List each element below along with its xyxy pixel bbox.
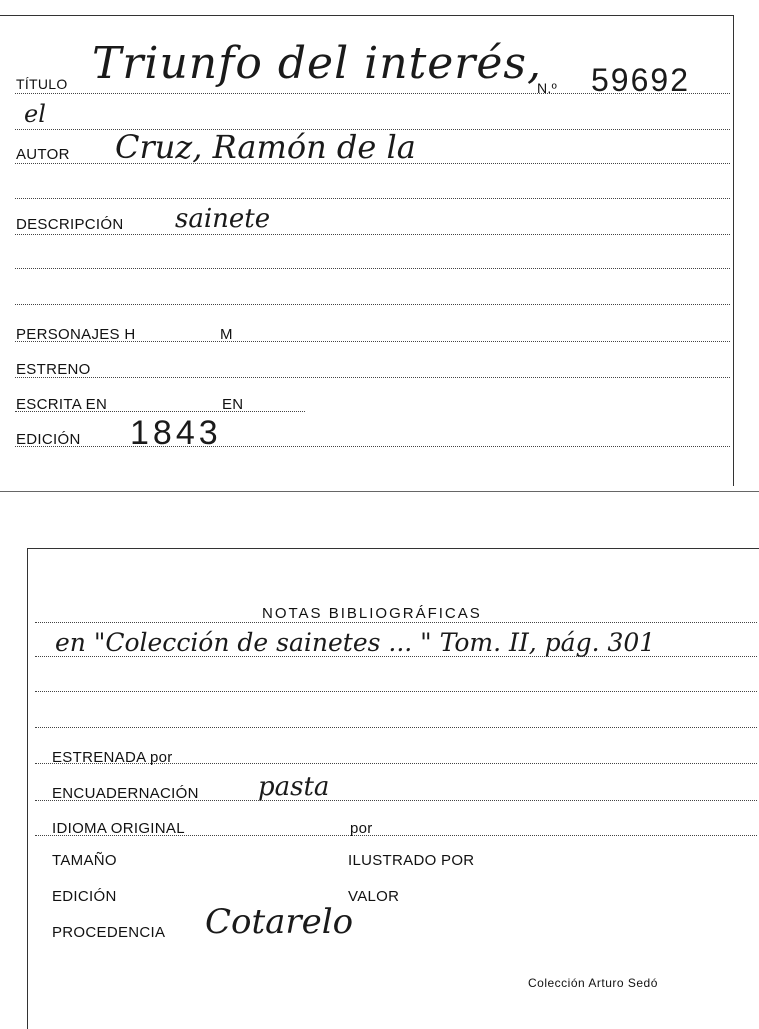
descripcion-value: sainete — [175, 204, 271, 234]
notas-line — [35, 622, 757, 623]
coleccion-stamp: Colección Arturo Sedó — [528, 976, 658, 990]
estreno-line — [15, 377, 730, 378]
card-divider — [0, 491, 759, 492]
blank-line — [35, 727, 757, 728]
valor-label: VALOR — [348, 888, 400, 905]
blank-line — [15, 198, 730, 199]
personajes-m-label: M — [220, 326, 233, 343]
blank-line — [15, 268, 730, 269]
tamano-label: TAMAÑO — [52, 852, 117, 869]
escrita-en2-label: EN — [222, 396, 244, 413]
encuadernacion-label: ENCUADERNACIÓN — [52, 785, 199, 802]
estrenada-label: ESTRENADA por — [52, 749, 173, 766]
estreno-label: ESTRENO — [16, 361, 91, 378]
por-label: por — [350, 820, 373, 837]
numero-value: 59692 — [591, 62, 690, 98]
autor-value: Cruz, Ramón de la — [115, 128, 416, 166]
procedencia-label: PROCEDENCIA — [52, 924, 166, 941]
encuadernacion-value: pasta — [258, 772, 330, 802]
ilustrado-label: ILUSTRADO POR — [348, 852, 475, 869]
blank-line — [15, 304, 730, 305]
descripcion-line — [15, 234, 730, 235]
personajes-h-label: PERSONAJES H — [16, 326, 136, 343]
edicion-line — [15, 446, 730, 447]
escrita-en-label: ESCRITA EN — [16, 396, 108, 413]
procedencia-value: Cotarelo — [205, 902, 354, 942]
autor-label: AUTOR — [16, 146, 70, 163]
notas-value: en "Colección de sainetes ... " Tom. II, pág. 301 — [55, 628, 656, 657]
titulo-value: Triunfo del interés, — [92, 38, 542, 89]
notas-heading: NOTAS BIBLIOGRÁFICAS — [262, 605, 482, 622]
numero-label: N.º — [537, 80, 558, 96]
edicion-label-2: EDICIÓN — [52, 888, 117, 905]
titulo-article: el — [24, 100, 46, 128]
idioma-label: IDIOMA ORIGINAL — [52, 820, 185, 837]
edicion-value: 1843 — [130, 414, 222, 452]
edicion-label: EDICIÓN — [16, 431, 81, 448]
blank-line — [35, 691, 757, 692]
titulo-label: TÍTULO — [16, 76, 68, 92]
descripcion-label: DESCRIPCIÓN — [16, 216, 124, 233]
